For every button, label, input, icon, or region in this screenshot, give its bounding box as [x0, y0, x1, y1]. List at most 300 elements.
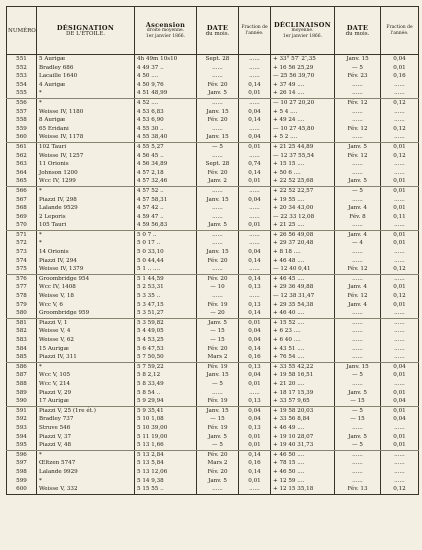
dec-date: ...... [335, 196, 381, 205]
asc-fraction: ...... [239, 292, 271, 301]
asc-fraction: ...... [239, 98, 271, 107]
dec-fraction: ...... [381, 196, 419, 205]
asc-date: — 15 [197, 415, 239, 424]
asc-date: Fév. 20 [197, 81, 239, 90]
dec-date: ...... [335, 169, 381, 178]
asc-date: ...... [197, 485, 239, 494]
star-name: Weisse V, 332 [37, 485, 135, 494]
table-row [7, 389, 419, 398]
declination: + 19 40 31,73 [271, 441, 335, 450]
row-number: 558 [7, 116, 37, 125]
declination: + 21 25 .... [271, 221, 335, 230]
asc-date: — 5 [197, 441, 239, 450]
right-ascension: 5 0 17 .. [135, 239, 197, 248]
declination: + 16 56 25,29 [271, 64, 335, 73]
dec-date: Janv. 15 [335, 362, 381, 371]
row-number: 555 [7, 89, 37, 98]
right-ascension: 5 3 59,82 [135, 318, 197, 327]
asc-fraction: 0,13 [239, 301, 271, 310]
asc-date: — 15 [197, 327, 239, 336]
dec-date: — 5 [335, 406, 381, 415]
asc-date: Janv. 2 [197, 177, 239, 186]
dec-fraction: 0,01 [381, 371, 419, 380]
declination: + 46 45 .... [271, 274, 335, 283]
table-row [7, 380, 419, 389]
right-ascension: 4 55 38,40 [135, 133, 197, 142]
right-ascension: 5 13 12,06 [135, 468, 197, 477]
declination: — 10 27 45,80 [271, 125, 335, 134]
star-name: 102 Tauri [37, 142, 135, 151]
asc-date: Fév. 20 [197, 468, 239, 477]
right-ascension: 5 0 33,10 [135, 248, 197, 257]
row-number: 579 [7, 301, 37, 310]
declination: + 22 52 25,68 [271, 177, 335, 186]
dec-fraction: 0,04 [381, 397, 419, 406]
right-ascension: 5 4 49,05 [135, 327, 197, 336]
asc-date: Mars 2 [197, 353, 239, 362]
asc-date: Janv. 15 [197, 108, 239, 117]
table-row [7, 196, 419, 205]
dec-date: ...... [335, 477, 381, 486]
asc-fraction: ...... [239, 213, 271, 222]
star-name: Œltzen 5747 [37, 459, 135, 468]
star-name: 65 Eridani [37, 125, 135, 134]
right-ascension: 4 57 42 .. [135, 204, 197, 213]
star-name: Lacaille 1640 [37, 72, 135, 81]
dec-date: Fév. 23 [335, 72, 381, 81]
asc-date: ...... [197, 186, 239, 195]
dec-fraction: ...... [381, 116, 419, 125]
table-row [7, 169, 419, 178]
table-row [7, 116, 419, 125]
asc-fraction: 0,16 [239, 459, 271, 468]
asc-date: — 10 [197, 283, 239, 292]
right-ascension: 5 10 39,00 [135, 424, 197, 433]
star-name: 105 Tauri [37, 221, 135, 230]
right-ascension: 5 3 47,15 [135, 301, 197, 310]
dec-date: — 5 [335, 64, 381, 73]
right-ascension: 5 13 1,66 [135, 441, 197, 450]
asc-fraction: 0,14 [239, 169, 271, 178]
right-ascension: 5 3 35 .. [135, 292, 197, 301]
asc-date: Janv. 5 [197, 433, 239, 442]
asc-fraction: 0,14 [239, 257, 271, 266]
table-row [7, 108, 419, 117]
table-row [7, 353, 419, 362]
declination: + 12 59 .... [271, 477, 335, 486]
asc-date: ...... [197, 213, 239, 222]
dec-fraction: 0,01 [381, 204, 419, 213]
right-ascension: 5 7 59,22 [135, 362, 197, 371]
declination: + 49 24 .... [271, 116, 335, 125]
table-row [7, 415, 419, 424]
table-row [7, 283, 419, 292]
declination: + 5 2 .... [271, 133, 335, 142]
declination: + 26 14 .... [271, 89, 335, 98]
row-number: 593 [7, 424, 37, 433]
dec-fraction: 0,12 [381, 485, 419, 494]
asc-date: ...... [197, 72, 239, 81]
declination: + 20 34 43,00 [271, 204, 335, 213]
table-row [7, 230, 419, 239]
asc-date: Fév. 20 [197, 116, 239, 125]
dec-date: ...... [335, 459, 381, 468]
declination: + 46 40 .... [271, 309, 335, 318]
right-ascension: 5 0 7 .. [135, 230, 197, 239]
asc-fraction: 0,16 [239, 353, 271, 362]
dec-fraction: 0,04 [381, 55, 419, 64]
table-row [7, 336, 419, 345]
dec-date: Janv. 4 [335, 301, 381, 310]
declination: — 22 33 12,08 [271, 213, 335, 222]
declination: + 33° 57′ 2″,35 [271, 55, 335, 64]
asc-date: ...... [197, 152, 239, 161]
asc-fraction: 0,14 [239, 345, 271, 354]
star-name: Weisse IV, 1379 [37, 265, 135, 274]
table-row [7, 142, 419, 151]
star-name: Piazzi IV, 311 [37, 353, 135, 362]
asc-date: Fév. 20 [197, 274, 239, 283]
dec-fraction: ...... [381, 133, 419, 142]
asc-fraction: ...... [239, 265, 271, 274]
dec-date: — 4 [335, 239, 381, 248]
asc-fraction: 0,04 [239, 196, 271, 205]
dec-date: Fév. 12 [335, 98, 381, 107]
right-ascension: 4 57 32,46 [135, 177, 197, 186]
dec-fraction: 0,01 [381, 301, 419, 310]
table-row [7, 213, 419, 222]
dec-fraction: 0,12 [381, 125, 419, 134]
row-number: 585 [7, 353, 37, 362]
dec-fraction: 0,01 [381, 239, 419, 248]
table-row [7, 239, 419, 248]
declination: — 12 37 55,54 [271, 152, 335, 161]
star-name: * [37, 89, 135, 98]
dec-fraction: ...... [381, 468, 419, 477]
asc-date: Fév. 20 [197, 450, 239, 459]
dec-date: Janv. 5 [335, 142, 381, 151]
star-name: Johnson 1200 [37, 169, 135, 178]
asc-date: Janv. 5 [197, 221, 239, 230]
dec-date: Fév. 12 [335, 292, 381, 301]
header-ascension: Ascension droite moyenne. 1er janvier 1866. [135, 7, 197, 55]
table-row [7, 133, 419, 142]
right-ascension: 4 57 52 .. [135, 186, 197, 195]
header-date-dec: DATE du mois. [335, 7, 381, 55]
declination: + 29 35 54,38 [271, 301, 335, 310]
dec-date: ...... [335, 248, 381, 257]
dec-date: ...... [335, 89, 381, 98]
star-name: Struve 546 [37, 424, 135, 433]
declination: + 50 6 .... [271, 169, 335, 178]
asc-date: Janv. 5 [197, 89, 239, 98]
right-ascension: 4 59 56,83 [135, 221, 197, 230]
row-number: 587 [7, 371, 37, 380]
table-row [7, 318, 419, 327]
dec-fraction: 0,04 [381, 362, 419, 371]
dec-fraction: ...... [381, 221, 419, 230]
dec-fraction: ...... [381, 459, 419, 468]
asc-fraction: ...... [239, 239, 271, 248]
asc-date: ...... [197, 98, 239, 107]
catalog-page [6, 6, 418, 544]
dec-fraction: ...... [381, 450, 419, 459]
table-row [7, 248, 419, 257]
star-name: Weisse V, 4 [37, 327, 135, 336]
dec-fraction: ...... [381, 318, 419, 327]
star-name: * [37, 230, 135, 239]
table-row [7, 152, 419, 161]
star-name: Weisse IV, 1178 [37, 133, 135, 142]
row-number: 571 [7, 230, 37, 239]
row-number: 570 [7, 221, 37, 230]
dec-fraction: ...... [381, 108, 419, 117]
star-name: 15 Aurigæ [37, 345, 135, 354]
right-ascension: 4 53 6,90 [135, 116, 197, 125]
dec-date: ...... [335, 116, 381, 125]
dec-fraction: 0,11 [381, 213, 419, 222]
right-ascension: 4 53 6,83 [135, 108, 197, 117]
row-number: 577 [7, 283, 37, 292]
dec-date: Fév. 12 [335, 265, 381, 274]
table-row [7, 397, 419, 406]
row-number: 556 [7, 98, 37, 107]
star-name: Weisse IV, 1180 [37, 108, 135, 117]
row-number: 572 [7, 239, 37, 248]
asc-date: Fév. 20 [197, 345, 239, 354]
dec-date: ...... [335, 108, 381, 117]
dec-fraction: ...... [381, 353, 419, 362]
right-ascension: 5 2 53,31 [135, 283, 197, 292]
row-number: 595 [7, 441, 37, 450]
asc-fraction: ...... [239, 186, 271, 195]
dec-date: ...... [335, 318, 381, 327]
right-ascension: 5 13 2,84 [135, 450, 197, 459]
dec-fraction: 0,01 [381, 230, 419, 239]
header-fraction-asc: Fraction de l'année. [239, 7, 271, 55]
table-row [7, 204, 419, 213]
star-name: Groombridge 959 [37, 309, 135, 318]
right-ascension: 5 4 53,25 [135, 336, 197, 345]
dec-fraction: ...... [381, 248, 419, 257]
asc-fraction: ...... [239, 230, 271, 239]
table-row [7, 221, 419, 230]
right-ascension: 5 8 54 .. [135, 389, 197, 398]
dec-fraction: ...... [381, 380, 419, 389]
row-number: 574 [7, 257, 37, 266]
dec-fraction: ...... [381, 89, 419, 98]
dec-date: Janv. 15 [335, 55, 381, 64]
declination: + 29 36 49,88 [271, 283, 335, 292]
asc-date: Fév. 20 [197, 257, 239, 266]
dec-date: ...... [335, 353, 381, 362]
star-catalog-table [6, 6, 419, 495]
table-row [7, 186, 419, 195]
right-ascension: 5 13 5,84 [135, 459, 197, 468]
asc-fraction: 0,01 [239, 441, 271, 450]
row-number: 590 [7, 397, 37, 406]
dec-date: — 15 [335, 415, 381, 424]
table-row [7, 477, 419, 486]
declination: — 12 38 31,47 [271, 292, 335, 301]
star-name: Wcc IV, 1408 [37, 283, 135, 292]
row-number: 600 [7, 485, 37, 494]
dec-fraction: ...... [381, 274, 419, 283]
row-number: 598 [7, 468, 37, 477]
asc-fraction: 0,13 [239, 362, 271, 371]
asc-date: Fév. 19 [197, 301, 239, 310]
asc-fraction: 0,04 [239, 406, 271, 415]
asc-date: ...... [197, 292, 239, 301]
row-number: 552 [7, 64, 37, 73]
header-numero: NUMÉRO. [7, 7, 37, 55]
asc-fraction: 0,13 [239, 397, 271, 406]
asc-date: Fév. 19 [197, 362, 239, 371]
star-name: 11 Orionis [37, 160, 135, 169]
declination: + 6 40 .... [271, 336, 335, 345]
dec-fraction: 0,12 [381, 265, 419, 274]
asc-date: ...... [197, 64, 239, 73]
declination: + 15 52 .... [271, 318, 335, 327]
star-name: * [37, 450, 135, 459]
asc-fraction: 0,04 [239, 248, 271, 257]
dec-fraction: 0,16 [381, 72, 419, 81]
row-number: 597 [7, 459, 37, 468]
asc-fraction: ...... [239, 204, 271, 213]
row-number: 591 [7, 406, 37, 415]
table-row [7, 257, 419, 266]
asc-fraction: 0,01 [239, 433, 271, 442]
asc-fraction: 0,01 [239, 380, 271, 389]
star-name: Piazzi V, 25 (1re ét.) [37, 406, 135, 415]
declination: + 26 56 49,08 [271, 230, 335, 239]
star-name: Weisse V, 18 [37, 292, 135, 301]
dec-date: ...... [335, 309, 381, 318]
dec-fraction: 0,12 [381, 98, 419, 107]
row-number: 575 [7, 265, 37, 274]
declination: + 19 55 .... [271, 196, 335, 205]
declination: + 76 54 .... [271, 353, 335, 362]
asc-date: Mars 2 [197, 459, 239, 468]
right-ascension: 5 0 44,44 [135, 257, 197, 266]
right-ascension: 4 56 34,89 [135, 160, 197, 169]
dec-date: ...... [335, 336, 381, 345]
table-row [7, 274, 419, 283]
asc-fraction: 0,01 [239, 318, 271, 327]
right-ascension: 4 49 37 .. [135, 64, 197, 73]
header-date-asc: DATE du mois. [197, 7, 239, 55]
asc-fraction: 0,04 [239, 336, 271, 345]
row-number: 551 [7, 55, 37, 64]
declination: + 19 58 16,51 [271, 371, 335, 380]
dec-date: ...... [335, 327, 381, 336]
dec-date: Fév. 12 [335, 152, 381, 161]
asc-fraction: 0,74 [239, 160, 271, 169]
declination: + 8 18 .... [271, 248, 335, 257]
declination: + 18 17 15,39 [271, 389, 335, 398]
asc-fraction: ...... [239, 389, 271, 398]
dec-date: ...... [335, 160, 381, 169]
declination: + 22 52 22,57 [271, 186, 335, 195]
declination: — 10 27 20,20 [271, 98, 335, 107]
dec-date: ...... [335, 468, 381, 477]
asc-fraction: 0,14 [239, 309, 271, 318]
dec-fraction: 0,01 [381, 186, 419, 195]
star-name: Piazzi V, 1 [37, 318, 135, 327]
star-name: Weisse IV, 1257 [37, 152, 135, 161]
table-row [7, 406, 419, 415]
dec-date: — 15 [335, 397, 381, 406]
declination: + 21 25 44,89 [271, 142, 335, 151]
asc-date: Janv. 15 [197, 406, 239, 415]
declination: + 37 49 .... [271, 81, 335, 90]
table-row [7, 89, 419, 98]
asc-fraction: 0,14 [239, 116, 271, 125]
row-number: 568 [7, 204, 37, 213]
dec-fraction: 0,12 [381, 152, 419, 161]
star-name: 5 Aurigæ [37, 55, 135, 64]
declination: + 12 15 35,18 [271, 485, 335, 494]
dec-fraction: 0,01 [381, 433, 419, 442]
row-number: 592 [7, 415, 37, 424]
declination: + 33 56 8,84 [271, 415, 335, 424]
star-name: Wcc IV, 1299 [37, 177, 135, 186]
asc-date: Janv. 5 [197, 477, 239, 486]
row-number: 563 [7, 160, 37, 169]
table-row [7, 309, 419, 318]
right-ascension: 4 57 2,18 [135, 169, 197, 178]
asc-date: ...... [197, 204, 239, 213]
asc-fraction: 0,13 [239, 283, 271, 292]
star-name: Wcc V, 105 [37, 371, 135, 380]
table-row [7, 81, 419, 90]
right-ascension: 5 7 50,50 [135, 353, 197, 362]
asc-fraction: ...... [239, 64, 271, 73]
star-name: * [37, 477, 135, 486]
star-name: 17 Aurigæ [37, 397, 135, 406]
right-ascension: 4 59 47 .. [135, 213, 197, 222]
row-number: 566 [7, 186, 37, 195]
declination: — 25 56 39,70 [271, 72, 335, 81]
row-number: 584 [7, 345, 37, 354]
table-row [7, 301, 419, 310]
dec-date: ...... [335, 81, 381, 90]
dec-fraction: ...... [381, 477, 419, 486]
dec-fraction: ...... [381, 257, 419, 266]
row-number: 554 [7, 81, 37, 90]
asc-fraction: 0,14 [239, 450, 271, 459]
table-row [7, 424, 419, 433]
dec-fraction: ...... [381, 336, 419, 345]
declination: + 46 49 .... [271, 424, 335, 433]
star-name: Piazzi V, 37 [37, 433, 135, 442]
row-number: 565 [7, 177, 37, 186]
right-ascension: 4 55 30 .. [135, 125, 197, 134]
table-row [7, 327, 419, 336]
declination: + 33 55 42,22 [271, 362, 335, 371]
star-name: * [37, 186, 135, 195]
table-row [7, 177, 419, 186]
asc-fraction: ...... [239, 152, 271, 161]
table-row [7, 125, 419, 134]
dec-date: — 5 [335, 371, 381, 380]
star-name: * [37, 239, 135, 248]
star-name: Piazzi V, 29 [37, 389, 135, 398]
right-ascension: 5 14 9,38 [135, 477, 197, 486]
table-row [7, 433, 419, 442]
declination: + 29 37 20,48 [271, 239, 335, 248]
row-number: 562 [7, 152, 37, 161]
